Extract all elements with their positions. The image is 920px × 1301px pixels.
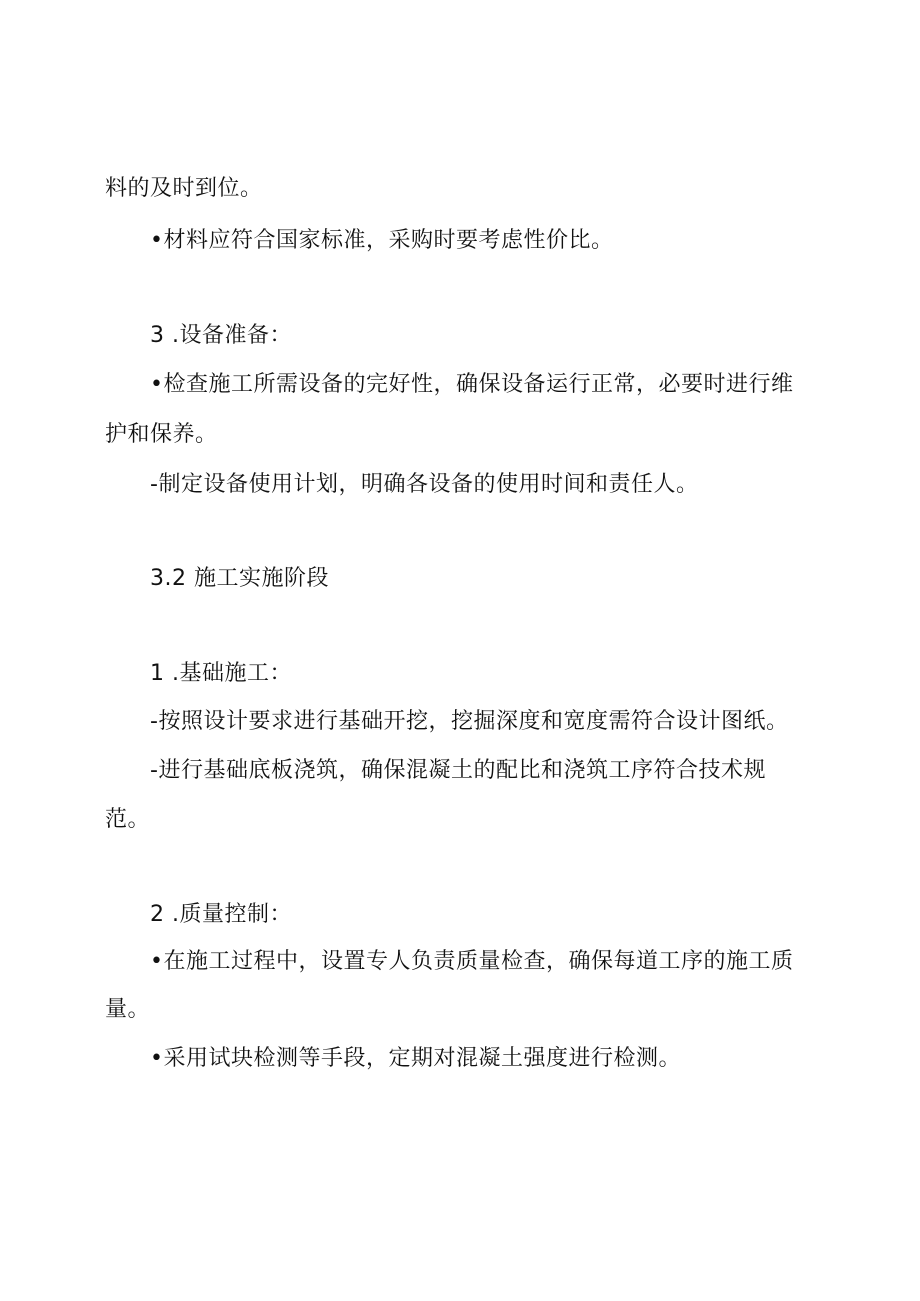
bullet-pouring-cont: 范。	[105, 807, 151, 832]
bullet-materials-standard: •材料应符合国家标准，采购时要考虑性价比。	[150, 228, 614, 253]
bullet-excavation: -按照设计要求进行基础开挖，挖掘深度和宽度需符合设计图纸。	[150, 709, 789, 734]
heading-equipment-prep: 3 .设备准备：	[150, 323, 292, 348]
section-heading-implementation: 3.2 施工实施阶段	[150, 566, 329, 591]
bullet-quality-inspection: •在施工过程中，设置专人负责质量检查，确保每道工序的施工质	[150, 949, 794, 974]
heading-foundation: 1 .基础施工：	[150, 661, 292, 686]
paragraph-continuation: 料的及时到位。	[105, 176, 263, 201]
bullet-pouring: -进行基础底板浇筑，确保混凝土的配比和浇筑工序符合技术规	[150, 758, 766, 783]
bullet-concrete-testing: •采用试块检测等手段，定期对混凝土强度进行检测。	[150, 1046, 681, 1071]
bullet-check-equipment: •检查施工所需设备的完好性，确保设备运行正常，必要时进行维	[150, 372, 794, 397]
bullet-check-equipment-cont: 护和保养。	[105, 422, 218, 447]
heading-quality-control: 2 .质量控制：	[150, 902, 292, 927]
bullet-quality-inspection-cont: 量。	[105, 997, 151, 1022]
bullet-equipment-plan: -制定设备使用计划，明确各设备的使用时间和责任人。	[150, 472, 699, 497]
